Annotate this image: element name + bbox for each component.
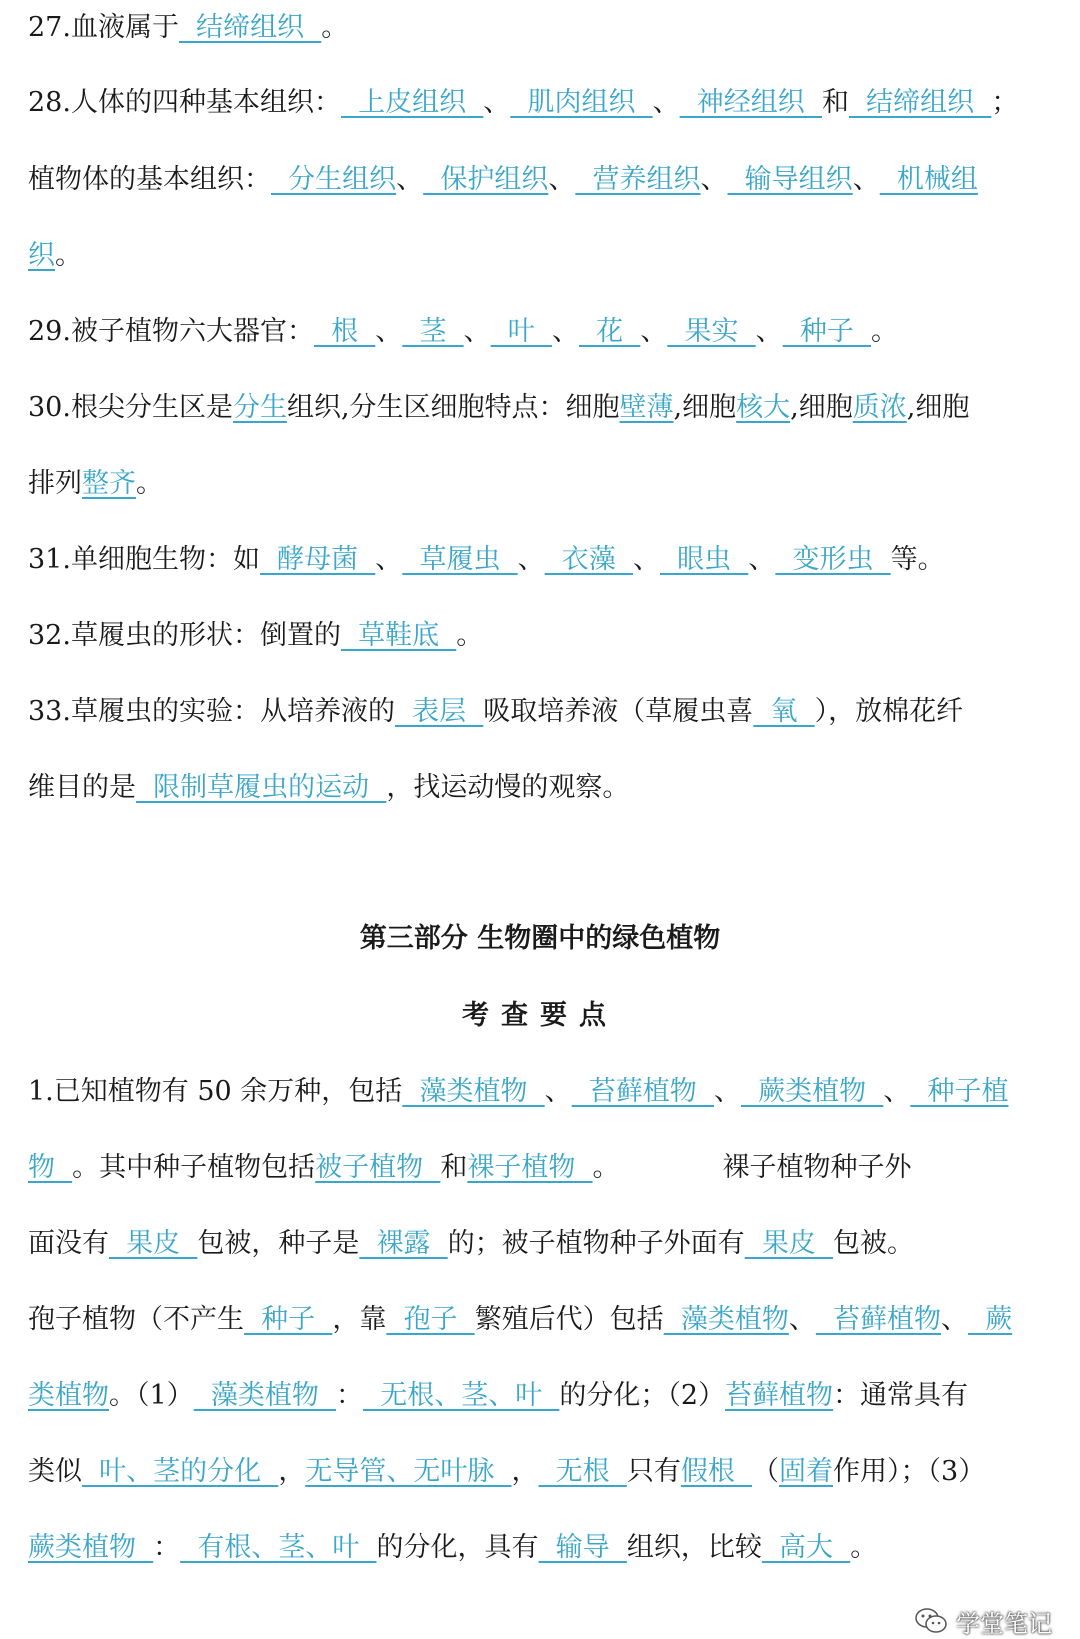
text-line — [28, 83, 1052, 123]
text-line — [28, 1224, 1052, 1264]
answer-text: 果皮 — [109, 1228, 198, 1259]
answer-text: 无导管、无叶脉 — [305, 1456, 512, 1487]
answer-text: 变形虫 — [775, 544, 891, 575]
answer-text: 蕨类植物 — [28, 1532, 154, 1563]
body-text: 29.被子植物六大器官： — [28, 316, 314, 347]
body-text: 吸取培养液（草履虫喜 — [483, 696, 754, 727]
answer-text: 叶 — [490, 316, 552, 347]
text-line — [28, 236, 1052, 276]
answer-text: 限制草履虫的运动 — [136, 772, 387, 803]
answer-text: 质浓 — [852, 392, 907, 423]
body-text: 、 — [548, 164, 576, 195]
answer-text: 叶、茎的分化 — [82, 1456, 279, 1487]
answer-text: 果实 — [667, 316, 756, 347]
body-text: 。 — [850, 1532, 878, 1563]
answer-text: 无根 — [538, 1456, 627, 1487]
body-text: 面没有 — [28, 1228, 109, 1259]
answer-text: 分生 — [232, 392, 287, 423]
body-text: 。 — [321, 12, 349, 43]
body-text: ,细胞 — [906, 392, 970, 423]
answer-text: 物 — [28, 1152, 73, 1183]
answer-text: 花 — [578, 316, 641, 347]
body-text: ； — [991, 87, 1019, 118]
answer-text: 藻类植物 — [193, 1380, 337, 1411]
answer-text: 输导组织 — [727, 164, 853, 195]
body-text: 包被。 — [833, 1228, 915, 1259]
text-line — [28, 1072, 1052, 1112]
answer-text: 苔藓植物 — [725, 1380, 834, 1411]
body-text: 。（1） — [109, 1380, 194, 1411]
answer-text: 氧 — [753, 696, 815, 727]
body-text: （ — [752, 1456, 780, 1487]
body-text: 、 — [852, 164, 880, 195]
text-line — [28, 692, 1052, 732]
answer-text: 蕨类植物 — [740, 1076, 884, 1107]
body-text: ,细胞 — [790, 392, 853, 423]
body-text: ： — [336, 1380, 364, 1411]
body-text: ，找运动慢的观察。 — [386, 772, 630, 803]
answer-text: 草鞋底 — [340, 620, 457, 651]
answer-text: 织 — [28, 240, 55, 271]
body-text: 的分化，具有 — [376, 1532, 539, 1563]
answer-text: 输导 — [538, 1532, 627, 1563]
body-text: 、 — [463, 316, 491, 347]
body-text: 作用）；（3） — [833, 1456, 986, 1487]
answer-text: 孢子 — [386, 1304, 475, 1335]
body-text: 、 — [544, 1076, 572, 1107]
text-line — [28, 540, 1052, 580]
answer-text: 上皮组织 — [340, 87, 484, 118]
text-line — [28, 312, 1052, 352]
answer-text: 酵母菌 — [259, 544, 376, 575]
answer-text: 保护组织 — [423, 164, 549, 195]
body-text: ：通常具有 — [833, 1380, 969, 1411]
body-text: 、 — [748, 544, 776, 575]
body-text: 组织,分生区细胞特点：细胞 — [286, 392, 620, 423]
body-text: 维目的是 — [28, 772, 136, 803]
answer-text: 果皮 — [744, 1228, 834, 1259]
text-line — [28, 1452, 1052, 1492]
body-text: 类似 — [28, 1456, 82, 1487]
body-text: 、 — [788, 1304, 816, 1335]
body-text: ，靠 — [332, 1304, 387, 1335]
body-text: ,细胞 — [673, 392, 737, 423]
body-text: 包被，种子是 — [197, 1228, 360, 1259]
answer-text: 蕨 — [968, 1304, 1013, 1335]
answer-text: 藻类植物 — [663, 1304, 789, 1335]
section-subheading: 考查要点 — [462, 1000, 618, 1031]
body-text: 。 — [456, 620, 484, 651]
watermark — [914, 1605, 1052, 1637]
text-line — [28, 160, 1052, 200]
watermark-text: 学堂笔记 — [956, 1609, 1052, 1638]
answer-text: 根 — [313, 316, 376, 347]
text-line — [28, 616, 1052, 656]
answer-text: 苔藓植物 — [815, 1304, 942, 1335]
body-text: 28.人体的四种基本组织： — [28, 87, 341, 118]
text-line — [28, 1148, 1052, 1188]
body-text: 、 — [375, 544, 403, 575]
answer-text: 整齐 — [82, 468, 136, 499]
answer-text: 神经组织 — [679, 87, 822, 118]
body-text: 。其中种子植物包括 — [72, 1152, 316, 1183]
text-line — [28, 8, 1052, 48]
body-text: 孢子植物（不产生 — [28, 1304, 244, 1335]
body-text: 、 — [483, 87, 511, 118]
body-text: 组织，比较 — [626, 1532, 762, 1563]
answer-text: 固着 — [779, 1456, 834, 1487]
answer-text: 藻类植物 — [402, 1076, 545, 1107]
answer-text: 眼虫 — [659, 544, 749, 575]
answer-text: 类植物 — [28, 1380, 109, 1411]
body-text: 只有 — [626, 1456, 681, 1487]
body-text: 、 — [632, 544, 660, 575]
answer-text: 壁薄 — [619, 392, 674, 423]
section-heading: 第三部分 生物圈中的绿色植物 — [359, 923, 721, 954]
body-text: 、 — [640, 316, 668, 347]
answer-text: 衣藻 — [544, 544, 633, 575]
answer-text: 肌肉组织 — [510, 87, 653, 118]
answer-text: 被子植物 — [315, 1152, 441, 1183]
answer-text: 有根、茎、叶 — [180, 1532, 377, 1563]
answer-text: 种子植 — [910, 1076, 1009, 1107]
body-text: 植物体的基本组织： — [28, 164, 271, 195]
body-text: ， — [278, 1456, 306, 1487]
body-text: 的；被子植物种子外面有 — [447, 1228, 745, 1259]
body-text: 。 — [871, 316, 899, 347]
body-text: 、 — [700, 164, 728, 195]
body-text: 繁殖后代）包括 — [474, 1304, 664, 1335]
answer-text: 结缔组织 — [178, 12, 322, 43]
answer-text: 结缔组织 — [848, 87, 992, 118]
body-text: 、 — [713, 1076, 741, 1107]
answer-text: 假根 — [680, 1456, 753, 1487]
body-text: 、 — [652, 87, 680, 118]
body-text: ： — [153, 1532, 181, 1563]
body-text: 、 — [551, 316, 579, 347]
answer-text: 裸露 — [359, 1228, 448, 1259]
text-line — [28, 1300, 1052, 1340]
body-text: 和 — [821, 87, 849, 118]
body-text: 排列 — [28, 468, 82, 499]
body-text: 27.血液属于 — [28, 12, 179, 43]
body-text: 、 — [941, 1304, 969, 1335]
answer-text: 表层 — [394, 696, 484, 727]
body-text: 和 — [440, 1152, 468, 1183]
body-text: ），放棉花纤 — [814, 696, 964, 727]
body-text: 、 — [375, 316, 403, 347]
answer-text: 营养组织 — [575, 164, 701, 195]
text-line — [28, 464, 1052, 504]
body-text: 33.草履虫的实验：从培养液的 — [28, 696, 395, 727]
answer-text: 高大 — [761, 1532, 851, 1563]
body-text: 、 — [755, 316, 783, 347]
wechat-icon — [914, 1606, 948, 1636]
answer-text: 苔藓植物 — [571, 1076, 714, 1107]
body-text: 。 裸子植物种子外 — [592, 1152, 912, 1183]
text-line — [28, 388, 1052, 428]
answer-text: 草履虫 — [402, 544, 518, 575]
body-text: 、 — [396, 164, 424, 195]
body-text: 。 — [55, 240, 82, 271]
answer-text: 种子 — [244, 1304, 333, 1335]
answer-text: 茎 — [402, 316, 464, 347]
answer-text: 裸子植物 — [467, 1152, 593, 1183]
text-line — [28, 768, 1052, 808]
text-line — [28, 1528, 1052, 1568]
body-text: 31.单细胞生物：如 — [28, 544, 260, 575]
body-text: 、 — [883, 1076, 911, 1107]
body-text: 32.草履虫的形状：倒置的 — [28, 620, 341, 651]
answer-text: 分生组织 — [271, 164, 397, 195]
text-line — [28, 1376, 1052, 1416]
body-text: 。 — [136, 468, 163, 499]
answer-text: 核大 — [736, 392, 791, 423]
answer-text: 种子 — [782, 316, 872, 347]
answer-text: 无根、茎、叶 — [363, 1380, 560, 1411]
body-text: 等。 — [890, 544, 945, 575]
body-text: 的分化；（2） — [559, 1380, 726, 1411]
body-text: 30.根尖分生区是 — [28, 392, 233, 423]
answer-text: 机械组 — [879, 164, 978, 195]
body-text: 、 — [517, 544, 545, 575]
body-text: ， — [511, 1456, 539, 1487]
body-text: 1.已知植物有 50 余万种，包括 — [28, 1076, 403, 1107]
